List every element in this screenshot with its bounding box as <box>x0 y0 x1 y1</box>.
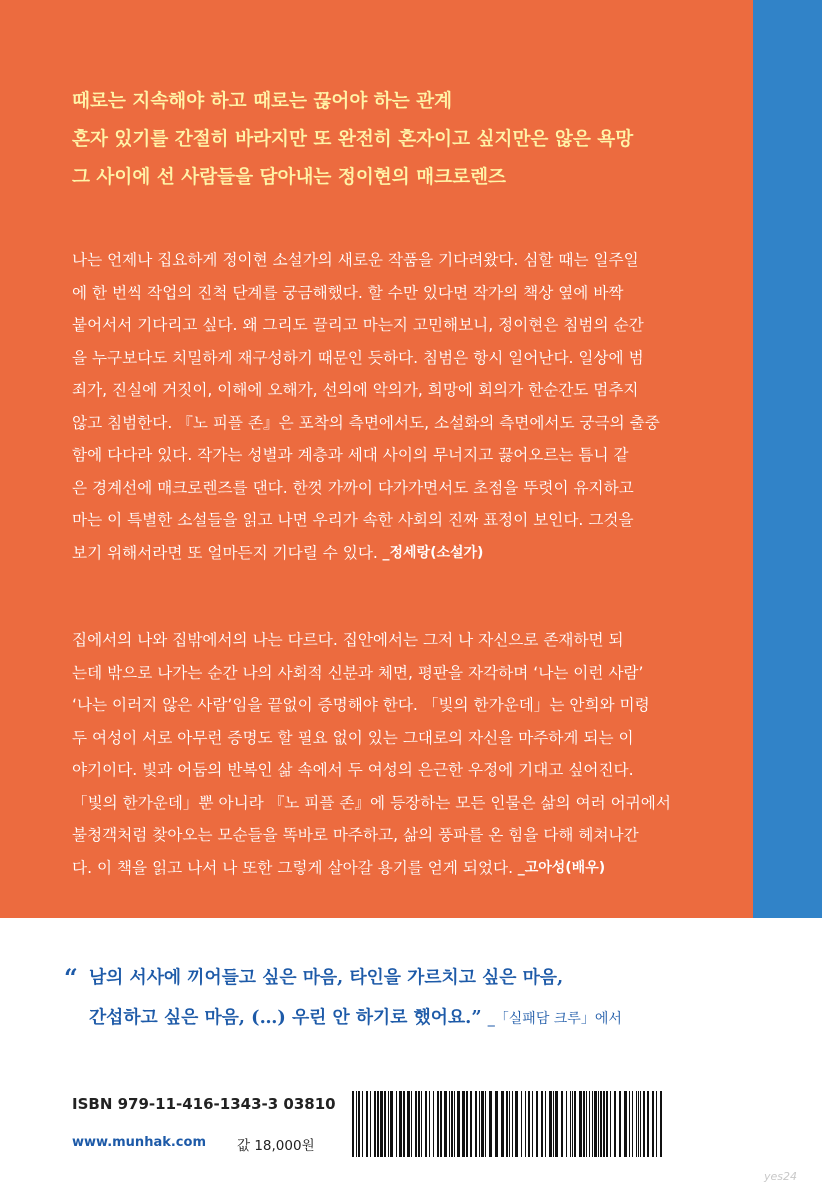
barcode-bar <box>600 1091 602 1157</box>
barcode-bar <box>415 1091 417 1157</box>
barcode-bar <box>421 1091 422 1157</box>
barcode-bar <box>629 1091 630 1157</box>
review-line: 은 경계선에 매크로렌즈를 댄다. 한껏 가까이 다가가면서도 초점을 뚜렷이 유지하고 <box>72 478 634 497</box>
barcode-bar <box>586 1091 587 1157</box>
headline-block <box>72 83 633 197</box>
barcode-bar <box>610 1091 611 1157</box>
barcode-bar <box>579 1091 582 1157</box>
barcode-bar <box>545 1091 546 1157</box>
barcode-bar <box>437 1091 439 1157</box>
review-line: 죄가, 진실에 거짓이, 이해에 오해가, 선의에 악의가, 희망에 회의가 한순간도 멈추지 <box>72 381 639 399</box>
barcode-bar <box>549 1091 552 1157</box>
barcode-bar <box>515 1091 518 1157</box>
barcode-bar <box>589 1091 590 1157</box>
barcode-bar <box>481 1091 484 1157</box>
price-label: 값 18,000원 <box>237 1138 315 1154</box>
barcode-bar <box>384 1091 386 1157</box>
barcode-bar <box>429 1091 430 1157</box>
review-line: 「빛의 한가운데」뿐 아니라 『노 피플 존』에 등장하는 모든 인물은 삶의 여러 어귀에서 <box>72 793 671 812</box>
barcode-bar <box>592 1091 593 1157</box>
review-line: 불청객처럼 찾아오는 모순들을 똑바로 마주하고, 삶의 풍파를 온 힘을 다해 헤쳐나간 <box>72 826 639 844</box>
barcode-bar <box>485 1091 486 1157</box>
review-line: 집에서의 나와 집밖에서의 나는 다르다. 집안에서는 그저 나 자신으로 존재하면 되 <box>72 631 624 649</box>
barcode-bar <box>449 1091 450 1157</box>
barcode-bar <box>636 1091 637 1157</box>
review-credit: _고아성(배우) <box>517 859 606 876</box>
yes24-watermark: yes24 <box>764 1170 798 1183</box>
quote-line-with-source <box>72 998 622 1038</box>
barcode-bar <box>466 1091 468 1157</box>
barcode-bar <box>528 1091 530 1157</box>
barcode-bar <box>603 1091 605 1157</box>
review-line: 함에 다다라 있다. 작가는 성별과 계층과 세대 사이의 무너지고 끓어오르는 틈니 같 <box>72 446 629 464</box>
barcode-bar <box>451 1091 453 1157</box>
quote-line: 남의 서사에 끼어들고 싶은 마음, 타인을 가르치고 싶은 마음, <box>89 967 564 988</box>
barcode-bar <box>390 1091 393 1157</box>
barcode-bar <box>358 1091 360 1157</box>
barcode-bar <box>506 1091 508 1157</box>
barcode-bar <box>356 1091 357 1157</box>
review-last-line <box>72 852 692 885</box>
barcode-bar <box>457 1091 460 1157</box>
review-line: 두 여성이 서로 아무런 증명도 할 필요 없이 있는 그대로의 자신을 마주하게 되는 이 <box>72 728 634 747</box>
barcode-bar <box>614 1091 616 1157</box>
review-credit: _정세랑(소설가) <box>382 544 484 561</box>
barcode-bar <box>624 1091 627 1157</box>
barcode-bar <box>660 1091 662 1157</box>
headline-line: 때로는 지속해야 하고 때로는 끊어야 하는 관계 <box>72 91 453 112</box>
barcode-image <box>350 1091 667 1157</box>
barcode-bar <box>425 1091 427 1157</box>
review-jung-serang <box>72 244 692 569</box>
review-line-text: 보기 위해서라면 또 얼마든지 기다릴 수 있다. <box>72 543 378 562</box>
headline-line: 그 사이에 선 사람들을 담아내는 정이현의 매크로렌즈 <box>72 167 506 188</box>
barcode-bar <box>377 1091 379 1157</box>
barcode-bar <box>444 1091 447 1157</box>
barcode-bar <box>647 1091 649 1157</box>
review-line: ‘나는 이러지 않은 사람’임을 끝없이 증명해야 한다. 「빛의 한가운데」는 안희와 미령 <box>72 696 650 714</box>
barcode-bar <box>470 1091 472 1157</box>
barcode-bar <box>541 1091 543 1157</box>
barcode-bar <box>521 1091 522 1157</box>
barcode-bar <box>370 1091 371 1157</box>
publisher-website-link[interactable]: www.munhak.com <box>72 1135 206 1150</box>
barcode-bar <box>652 1091 654 1157</box>
isbn-text: ISBN 979-11-416-1343-3 03810 <box>72 1095 336 1113</box>
barcode-bar <box>574 1091 576 1157</box>
headline-line: 혼자 있기를 간절히 바라지만 또 완전히 혼자이고 싶지만은 않은 욕망 <box>72 129 634 150</box>
barcode-bar <box>553 1091 554 1157</box>
quote-line: 간섭하고 싶은 마음, (…) 우린 안 하기로 했어요.” <box>89 1007 482 1028</box>
barcode-bar <box>606 1091 608 1157</box>
review-line: 마는 이 특별한 소설들을 읽고 나면 우리가 속한 사회의 진짜 표정이 보인다. 그것을 <box>72 511 634 529</box>
barcode-bar <box>561 1091 563 1157</box>
barcode-bar <box>656 1091 657 1157</box>
barcode-bar <box>407 1091 410 1157</box>
pull-quote <box>64 958 622 1038</box>
barcode-bar <box>638 1091 639 1157</box>
barcode-bar <box>572 1091 573 1157</box>
barcode-bar <box>566 1091 567 1157</box>
barcode-bar <box>396 1091 397 1157</box>
barcode-bar <box>475 1091 477 1157</box>
barcode-bar <box>388 1091 389 1157</box>
barcode-bar <box>598 1091 599 1157</box>
barcode-bar <box>583 1091 585 1157</box>
barcode-bar <box>433 1091 434 1157</box>
barcode-bar <box>594 1091 597 1157</box>
barcode-bar <box>536 1091 538 1157</box>
barcode-bar <box>495 1091 498 1157</box>
barcode-bar <box>462 1091 465 1157</box>
barcode-bar <box>640 1091 641 1157</box>
barcode-bar <box>501 1091 504 1157</box>
review-line-text: 다. 이 책을 읽고 나서 나 또한 그렇게 살아갈 용기를 얻게 되었다. <box>72 858 514 877</box>
barcode-bar <box>440 1091 442 1157</box>
review-line: 야기이다. 빛과 어둠의 반복인 삶 속에서 두 여성의 은근한 우정에 기대고 싶어진다. <box>72 761 634 779</box>
barcode-bar <box>532 1091 533 1157</box>
barcode-bar <box>479 1091 480 1157</box>
review-last-line <box>72 537 692 570</box>
review-line: 붙어서서 기다리고 싶다. 왜 그리도 끌리고 마는지 고민해보니, 정이현은 침범의 순간 <box>72 316 644 334</box>
barcode-bar <box>418 1091 420 1157</box>
barcode-bar <box>525 1091 526 1157</box>
review-line: 않고 침범한다. 『노 피플 존』은 포착의 측면에서도, 소설화의 측면에서도 궁극의 출중 <box>72 413 660 432</box>
barcode-bar <box>632 1091 633 1157</box>
barcode-bar <box>399 1091 402 1157</box>
blue-side-stripe <box>753 0 822 918</box>
review-line: 나는 언제나 집요하게 정이현 소설가의 새로운 작품을 기다려왔다. 심할 때는 일주일 <box>72 251 639 269</box>
open-quote-mark: “ <box>64 963 78 992</box>
barcode-bar <box>352 1091 354 1157</box>
review-go-ah-sung <box>72 624 692 884</box>
quote-source: _「실패담 크루」에서 <box>487 1011 622 1027</box>
barcode-bar <box>643 1091 645 1157</box>
barcode-bar <box>619 1091 621 1157</box>
barcode-bar <box>366 1091 368 1157</box>
barcode-bar <box>362 1091 363 1157</box>
barcode-bar <box>489 1091 492 1157</box>
barcode-bar <box>374 1091 376 1157</box>
barcode-bar <box>555 1091 558 1157</box>
review-line: 에 한 번씩 작업의 진척 단계를 궁금해했다. 할 수만 있다면 작가의 책상 옆에 바짝 <box>72 283 624 302</box>
barcode-bar <box>512 1091 513 1157</box>
barcode-bar <box>509 1091 510 1157</box>
barcode-bar <box>454 1091 455 1157</box>
barcode-bar <box>411 1091 412 1157</box>
review-line: 을 누구보다도 치밀하게 재구성하기 때문인 듯하다. 침범은 항시 일어난다. 일상에 범 <box>72 348 644 367</box>
barcode-bar <box>570 1091 571 1157</box>
barcode-bar <box>380 1091 383 1157</box>
barcode-bar <box>403 1091 405 1157</box>
review-line: 는데 밖으로 나가는 순간 나의 사회적 신분과 체면, 평판을 자각하며 ‘나는 이런 사람’ <box>72 663 644 682</box>
